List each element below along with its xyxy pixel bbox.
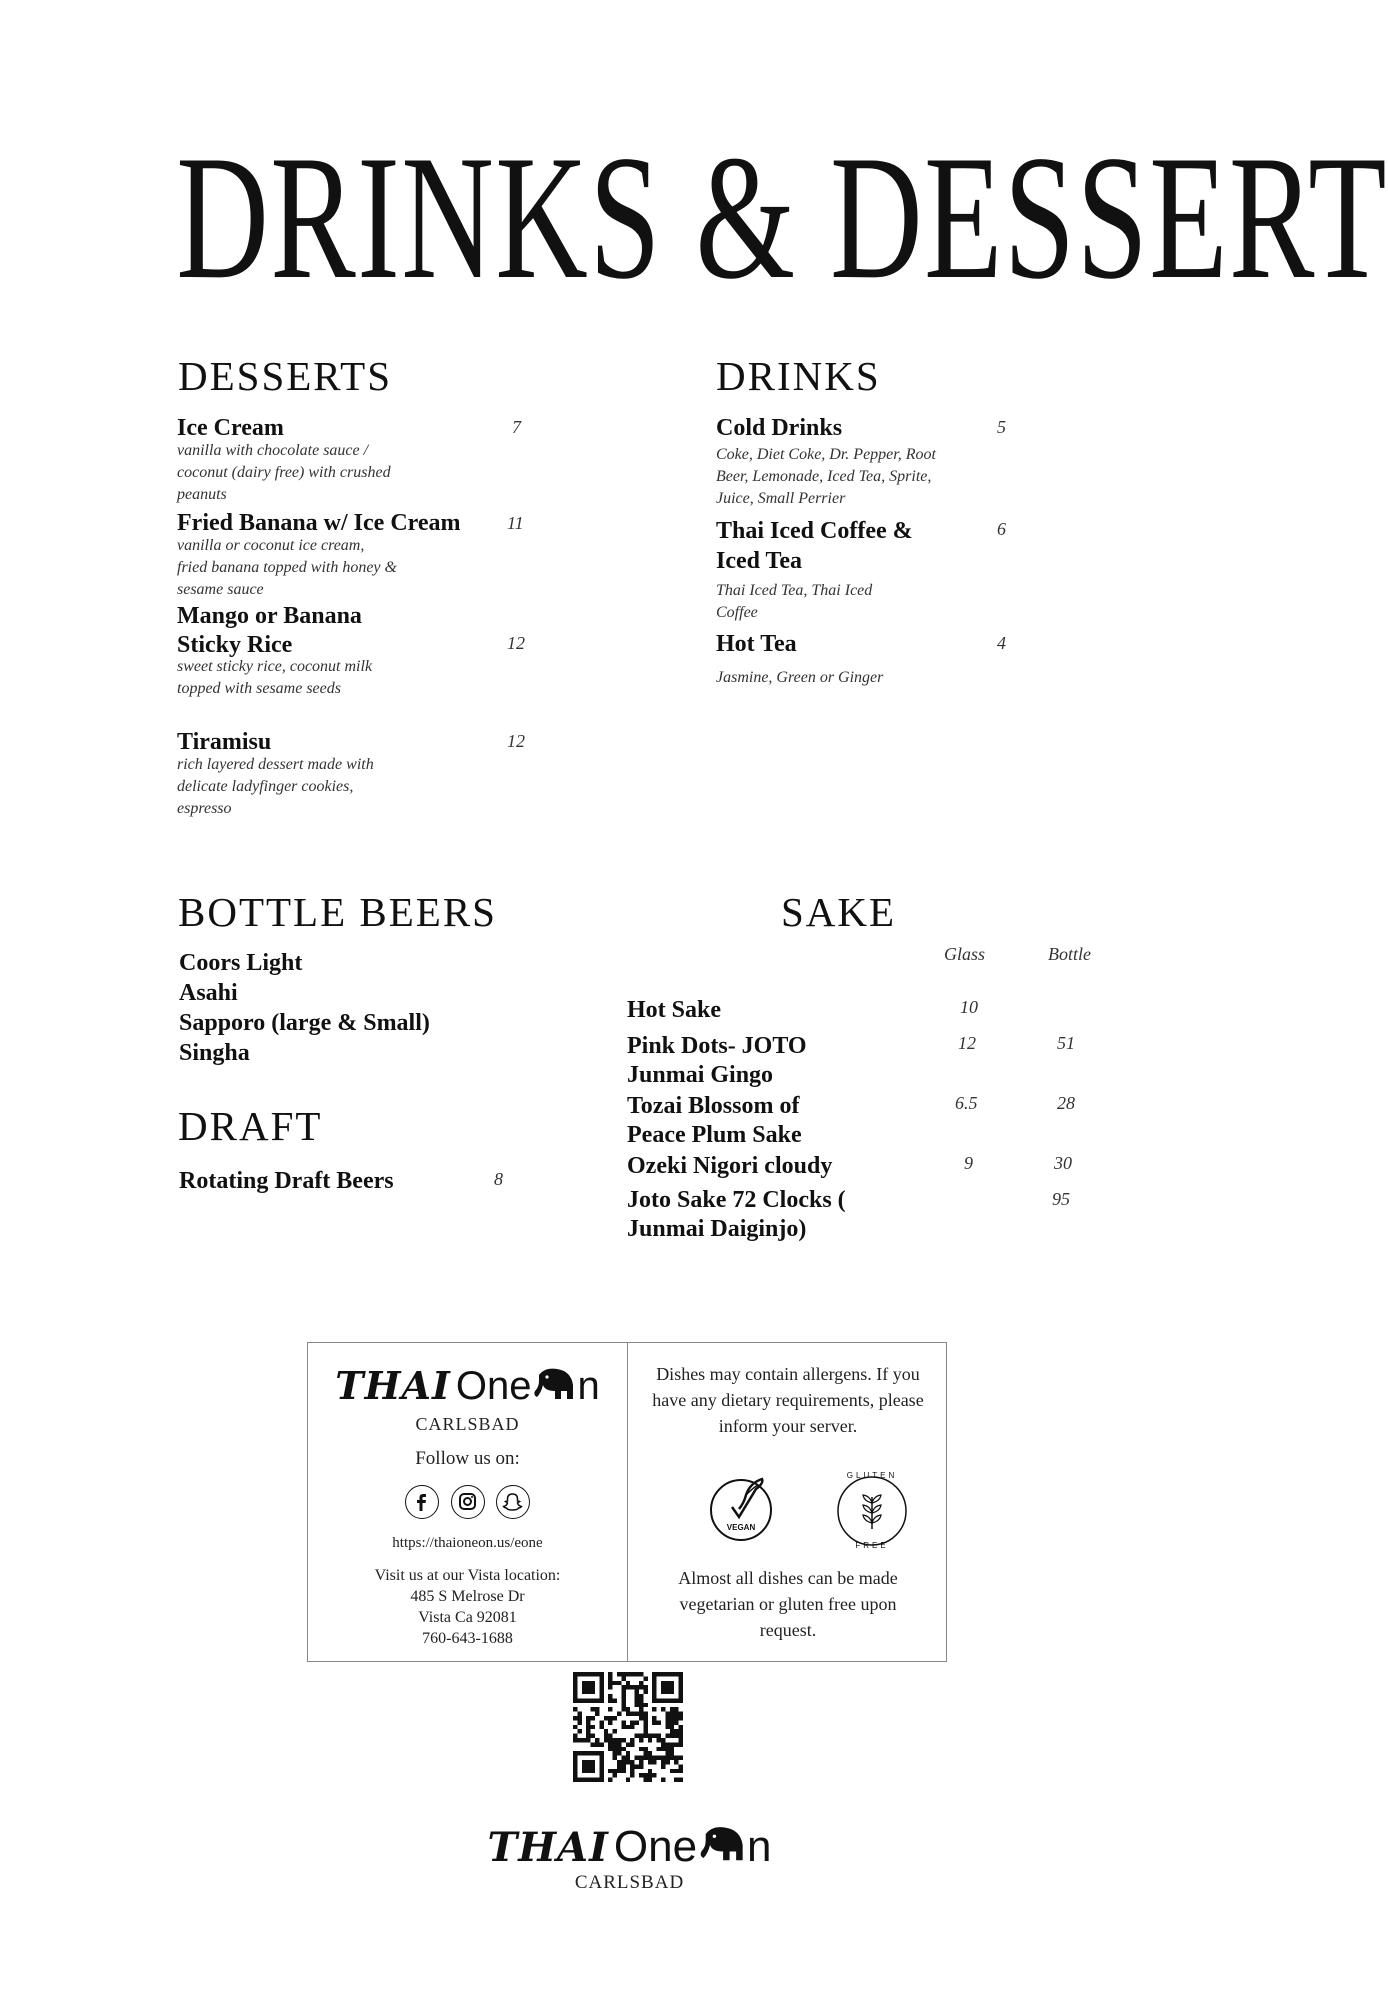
sake-item-glass-price: 9: [964, 1153, 973, 1173]
drink-item-price: 6: [997, 519, 1006, 539]
qr-code[interactable]: [572, 1672, 684, 1782]
desserts-heading: DESSERTS: [178, 353, 393, 399]
logo-one-text: One: [455, 1364, 532, 1408]
beer-item: Singha: [179, 1040, 250, 1066]
vegan-badge-icon: [706, 1473, 776, 1543]
draft-heading: DRAFT: [178, 1103, 323, 1149]
dessert-item-desc: sweet sticky rice, coconut milk topped with sesame seeds: [177, 658, 373, 697]
facebook-icon[interactable]: [405, 1485, 439, 1519]
dessert-item-name: Mango or Banana Sticky Rice: [177, 603, 362, 658]
footer-location: CARLSBAD: [574, 1872, 685, 1893]
dessert-item-name: Fried Banana w/ Ice Cream: [177, 510, 461, 536]
drink-item-price: 4: [997, 633, 1006, 653]
beer-item: Asahi: [179, 980, 238, 1006]
sake-item-bottle-price: 51: [1057, 1033, 1075, 1053]
drink-item-desc: Coke, Diet Coke, Dr. Pepper, Root Beer, Lemonade, Iced Tea, Sprite, Juice, Small Perrier: [716, 446, 936, 507]
sake-item-name: Hot Sake: [627, 997, 722, 1023]
restaurant-logo: [308, 1363, 627, 1409]
sake-item-glass-price: 10: [960, 997, 978, 1017]
address-line-1: 485 S Melrose Dr: [410, 1588, 525, 1605]
drink-item-name: Hot Tea: [716, 631, 797, 657]
allergen-info-box: [627, 1342, 947, 1662]
follow-us-label: Follow us on:: [415, 1448, 520, 1469]
drink-item-name: Cold Drinks: [716, 415, 843, 441]
allergen-notice: Dishes may contain allergens. If you have any dietary requirements, please inform your server.: [652, 1364, 924, 1436]
page-title: DRINKS & DESSERT: [176, 118, 1388, 316]
drink-item-desc: Jasmine, Green or Ginger: [716, 669, 884, 686]
sake-item-name: Pink Dots- JOTO Junmai Gingo: [627, 1033, 807, 1088]
instagram-icon[interactable]: [451, 1485, 485, 1519]
sake-item-glass-price: 12: [958, 1033, 976, 1053]
sake-item-bottle-price: 30: [1054, 1153, 1072, 1173]
dessert-item-desc: rich layered dessert made with delicate ladyfinger cookies, espresso: [177, 756, 374, 817]
beer-item: Coors Light: [179, 950, 303, 976]
dessert-item-price: 12: [507, 731, 525, 751]
logo-thai-text: THAI: [335, 1363, 451, 1408]
footer-logo-on-text: n: [747, 1822, 772, 1871]
elephant-icon: [531, 1365, 577, 1405]
drink-item-desc: Thai Iced Tea, Thai Iced Coffee: [716, 582, 873, 621]
vista-location-label: Visit us at our Vista location:: [374, 1567, 561, 1584]
gluten-badge-bottom-label: FREE: [855, 1541, 889, 1550]
location-label: CARLSBAD: [415, 1414, 520, 1434]
restaurant-info-box: [307, 1342, 628, 1662]
phone-number: 760-643-1688: [422, 1630, 513, 1647]
qr-code-image: [572, 1672, 684, 1782]
drinks-heading: DRINKS: [716, 353, 881, 399]
gluten-badge-top-label: GLUTEN: [846, 1471, 898, 1480]
sake-item-bottle-price: 95: [1052, 1189, 1070, 1209]
sake-bottle-column-header: Bottle: [1048, 944, 1091, 964]
sake-item-name: Ozeki Nigori cloudy: [627, 1153, 833, 1179]
drink-item-price: 5: [997, 417, 1006, 437]
sake-heading: SAKE: [781, 889, 897, 935]
sake-item-glass-price: 6.5: [955, 1093, 978, 1113]
address-line-2: Vista Ca 92081: [418, 1609, 517, 1626]
snapchat-icon[interactable]: [496, 1485, 530, 1519]
logo-on-text: n: [577, 1364, 600, 1408]
gluten-free-badge-icon: [834, 1473, 910, 1549]
website-url[interactable]: https://thaioneon.us/eone: [392, 1535, 543, 1551]
dietary-note: Almost all dishes can be made vegetarian or gluten free upon request.: [678, 1568, 898, 1640]
bottle-beers-heading: BOTTLE BEERS: [178, 889, 497, 935]
sake-item-name: Tozai Blossom of Peace Plum Sake: [627, 1093, 802, 1148]
dessert-item-name: Tiramisu: [177, 729, 272, 755]
dessert-item-price: 12: [507, 633, 525, 653]
draft-item-price: 8: [494, 1169, 503, 1189]
sake-item-bottle-price: 28: [1057, 1093, 1075, 1113]
sake-item-name: Joto Sake 72 Clocks ( Junmai Daiginjo): [627, 1187, 846, 1242]
drink-item-name: Thai Iced Coffee & Iced Tea: [716, 518, 913, 574]
footer-logo-thai-text: THAI: [487, 1824, 609, 1871]
dessert-item-price: 11: [507, 513, 524, 533]
social-icons-row: [308, 1485, 627, 1519]
footer-logo: [0, 1822, 1259, 1872]
dessert-item-desc: vanilla with chocolate sauce / coconut (dairy free) with crushed peanuts: [177, 442, 391, 503]
sake-glass-column-header: Glass: [944, 944, 986, 964]
beer-item: Sapporo (large & Small): [179, 1010, 430, 1036]
draft-item: Rotating Draft Beers: [179, 1168, 394, 1194]
footer-logo-one-text: One: [613, 1822, 698, 1871]
elephant-icon: [697, 1823, 747, 1867]
dessert-item-name: Ice Cream: [177, 415, 284, 441]
dessert-item-price: 7: [512, 417, 521, 437]
vegan-badge-label: VEGAN: [726, 1523, 756, 1532]
dessert-item-desc: vanilla or coconut ice cream, fried banana topped with honey & sesame sauce: [177, 537, 397, 598]
